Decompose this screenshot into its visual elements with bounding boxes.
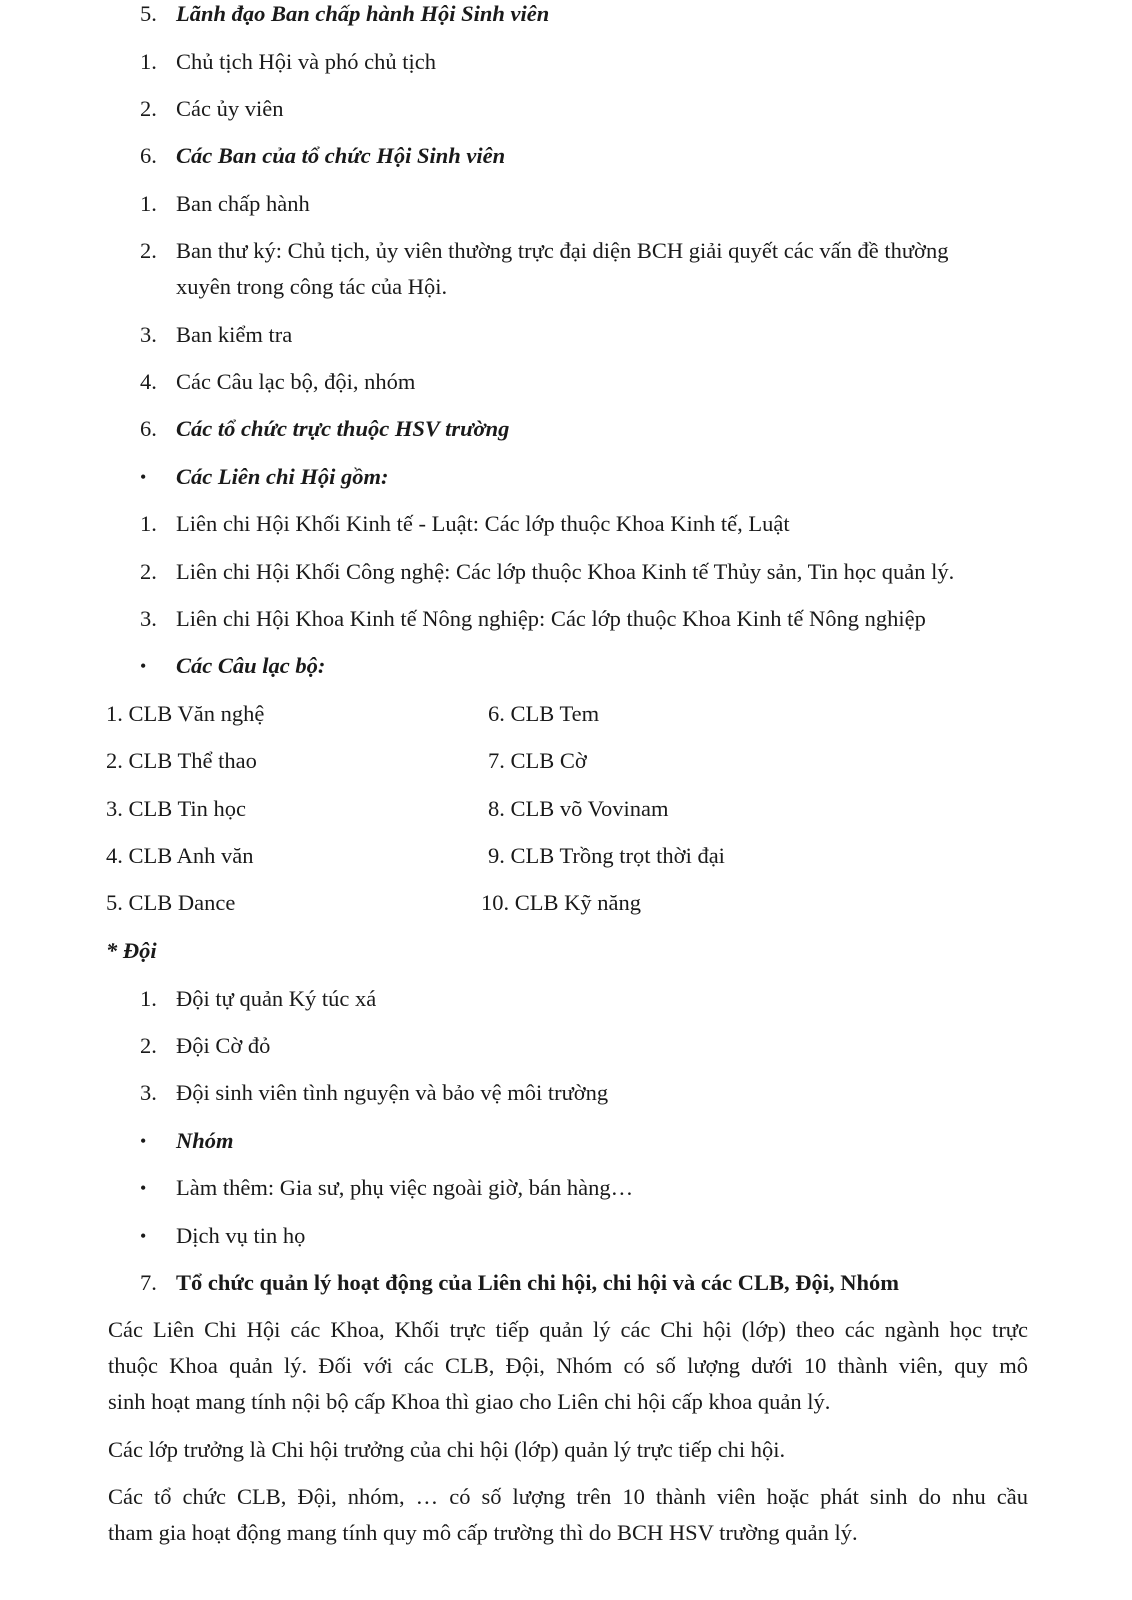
paragraph-line: sinh hoạt mang tính nội bộ cấp Khoa thì giao cho Liên chi hội cấp khoa quản lý. xyxy=(108,1389,831,1414)
list-number: 2. xyxy=(140,1033,157,1058)
list-number: 2. xyxy=(140,238,157,263)
section-heading: Tổ chức quản lý hoạt động của Liên chi hội, chi hội và các CLB, Đội, Nhóm xyxy=(176,1270,899,1295)
list-text: Liên chi Hội Khối Công nghệ: Các lớp thuộc Khoa Kinh tế Thủy sản, Tin học quản lý. xyxy=(176,559,955,584)
list-number: 2. xyxy=(140,96,157,121)
doi-heading: * Đội xyxy=(106,938,157,963)
paragraph-line: tham gia hoạt động mang tính quy mô cấp trường thì do BCH HSV trường quản lý. xyxy=(108,1520,858,1545)
list-text: Các Câu lạc bộ, đội, nhóm xyxy=(176,369,416,394)
list-text: Các ủy viên xyxy=(176,96,284,121)
bullet-icon: • xyxy=(140,1178,147,1198)
list-number: 1. xyxy=(140,49,157,74)
list-number: 3. xyxy=(140,322,157,347)
list-text: Ban chấp hành xyxy=(176,191,310,216)
paragraph xyxy=(108,1312,1028,1420)
club-item: 10. CLB Kỹ năng xyxy=(481,890,641,915)
bullet-icon: • xyxy=(140,1226,147,1246)
list-text: Liên chi Hội Khối Kinh tế - Luật: Các lớp thuộc Khoa Kinh tế, Luật xyxy=(176,511,790,536)
list-number: 2. xyxy=(140,559,157,584)
club-item: 5. CLB Dance xyxy=(106,890,236,915)
club-item: 6. CLB Tem xyxy=(488,701,600,726)
list-text: Ban kiểm tra xyxy=(176,322,293,347)
subsection-heading: Các Liên chi Hội gồm: xyxy=(176,464,389,489)
list-number: 1. xyxy=(140,986,157,1011)
list-text-continuation: xuyên trong công tác của Hội. xyxy=(176,274,448,299)
section-heading: Các tổ chức trực thuộc HSV trường xyxy=(176,416,510,441)
list-text: Dịch vụ tin họ xyxy=(176,1223,306,1248)
list-number: 4. xyxy=(140,369,157,394)
bullet-icon: • xyxy=(140,1131,147,1151)
paragraph-line: Các lớp trưởng là Chi hội trưởng của chi hội (lớp) quản lý trực tiếp chi hội. xyxy=(108,1437,786,1462)
paragraph xyxy=(108,1432,1028,1468)
bullet-icon: • xyxy=(140,467,147,487)
list-number: 3. xyxy=(140,606,157,631)
list-number: 6. xyxy=(140,143,157,168)
list-number: 3. xyxy=(140,1080,157,1105)
club-item: 1. CLB Văn nghệ xyxy=(106,701,265,726)
list-text: Liên chi Hội Khoa Kinh tế Nông nghiệp: Các lớp thuộc Khoa Kinh tế Nông nghiệp xyxy=(176,606,926,631)
section-heading: Các Ban của tổ chức Hội Sinh viên xyxy=(176,143,506,168)
list-text: Đội tự quản Ký túc xá xyxy=(176,986,377,1011)
subsection-heading: Nhóm xyxy=(176,1128,234,1153)
list-text: Đội Cờ đỏ xyxy=(176,1033,271,1058)
list-number: 7. xyxy=(140,1270,157,1295)
list-number: 5. xyxy=(140,1,157,26)
list-text: Đội sinh viên tình nguyện và bảo vệ môi trường xyxy=(176,1080,609,1105)
list-text: Ban thư ký: Chủ tịch, ủy viên thường trực đại diện BCH giải quyết các vấn đề thường xyxy=(176,238,949,263)
bullet-icon: • xyxy=(140,656,147,676)
club-item: 9. CLB Trồng trọt thời đại xyxy=(488,843,725,868)
club-item: 8. CLB võ Vovinam xyxy=(488,796,669,821)
list-text: Làm thêm: Gia sư, phụ việc ngoài giờ, bán hàng… xyxy=(176,1175,634,1200)
paragraph-line: thuộc Khoa quản lý. Đối với các CLB, Đội, Nhóm có số lượng dưới 10 thành viên, quy mô xyxy=(108,1353,1028,1378)
subsection-heading: Các Câu lạc bộ: xyxy=(176,653,326,678)
paragraph-line: Các tổ chức CLB, Đội, nhóm, … có số lượng trên 10 thành viên hoặc phát sinh do nhu cầu xyxy=(108,1484,1028,1509)
paragraph xyxy=(108,1479,1028,1551)
list-number: 1. xyxy=(140,191,157,216)
club-item: 3. CLB Tin học xyxy=(106,796,247,821)
paragraph-line: Các Liên Chi Hội các Khoa, Khối trực tiếp quản lý các Chi hội (lớp) theo các ngành học trực xyxy=(108,1317,1028,1342)
club-item: 2. CLB Thể thao xyxy=(106,748,257,773)
club-item: 4. CLB Anh văn xyxy=(106,843,254,868)
section-heading: Lãnh đạo Ban chấp hành Hội Sinh viên xyxy=(176,1,550,26)
list-number: 6. xyxy=(140,416,157,441)
list-number: 1. xyxy=(140,511,157,536)
club-item: 7. CLB Cờ xyxy=(488,748,587,773)
list-text: Chủ tịch Hội và phó chủ tịch xyxy=(176,49,436,74)
